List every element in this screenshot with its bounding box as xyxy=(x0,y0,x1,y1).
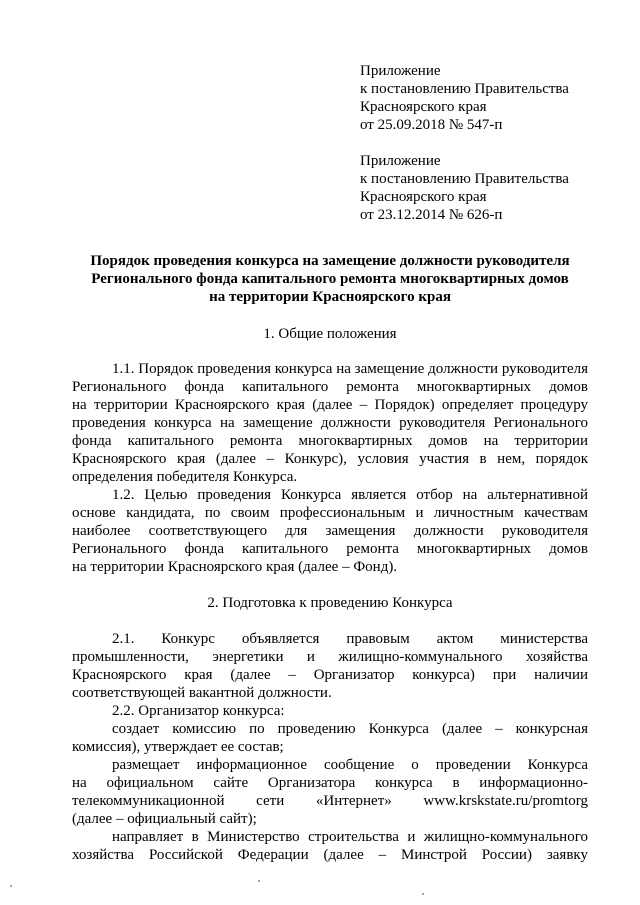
text-line: Регионального фонда капитального ремонта многоквартирных домов xyxy=(72,379,588,395)
text-line: основе кандидата, по своим профессиональным и личностным качествам xyxy=(72,505,588,521)
text-line: соответствующей вакантной должности. xyxy=(72,685,332,701)
text-line: размещает информационное сообщение о проведении Конкурса xyxy=(112,757,588,773)
appendix-title: Приложение xyxy=(360,63,441,79)
text-line: хозяйства Российской Федерации (далее – Минстрой России) заявку xyxy=(72,847,588,863)
text-line: комиссия), утверждает ее состав; xyxy=(72,739,284,755)
text-line: направляет в Министерство строительства и жилищно-коммунального xyxy=(112,829,588,845)
text-line: на территории Красноярского края (далее – Порядок) определяет процедуру xyxy=(72,397,588,413)
text-line: на территории Красноярского края (далее – Фонд). xyxy=(72,559,398,575)
text-line: на официальном сайте Организатора конкурса в информационно- xyxy=(72,775,588,791)
title-line: на территории Красноярского края xyxy=(209,289,451,305)
text-line: (далее – официальный сайт); xyxy=(72,811,257,827)
text-line: промышленности, энергетики и жилищно-коммунального хозяйства xyxy=(72,649,588,665)
title-line: Регионального фонда капитального ремонта многоквартирных домов xyxy=(91,271,569,287)
scan-speck xyxy=(422,893,424,895)
text-line: 2.1. Конкурс объявляется правовым актом министерства xyxy=(112,631,588,647)
appendix-title: Приложение xyxy=(360,153,441,169)
scan-speck xyxy=(10,885,12,887)
text-line: проведения конкурса на замещение должности руководителя Регионального xyxy=(72,415,588,431)
appendix-date: от 23.12.2014 № 626-п xyxy=(360,207,503,223)
text-line: телекоммуникационной сети «Интернет» www.krskstate.ru/promtorg xyxy=(72,793,588,809)
text-line: создает комиссию по проведению Конкурса (далее – конкурсная xyxy=(112,721,588,737)
appendix-line: к постановлению Правительства xyxy=(360,81,569,97)
appendix-line: к постановлению Правительства xyxy=(360,171,569,187)
text-line: 1.1. Порядок проведения конкурса на замещение должности руководителя xyxy=(112,361,588,377)
section-1-heading: 1. Общие положения xyxy=(263,326,397,342)
text-line: Регионального фонда капитального ремонта многоквартирных домов xyxy=(72,541,588,557)
paragraph-2-2-intro: 2.2. Организатор конкурса: xyxy=(112,703,285,719)
text-line: наиболее соответствующего для замещения должности руководителя xyxy=(72,523,588,539)
scan-speck xyxy=(258,880,260,882)
title-line: Порядок проведения конкурса на замещение должности руководителя xyxy=(90,253,570,269)
text-line: 1.2. Целью проведения Конкурса является отбор на альтернативной xyxy=(112,487,588,503)
text-line: Красноярского края (далее – Конкурс), условия участия в нем, порядок xyxy=(72,451,588,467)
text-line: Красноярского края (далее – Организатор конкурса) при наличии xyxy=(72,667,588,683)
appendix-date: от 25.09.2018 № 547-п xyxy=(360,117,503,133)
appendix-line: Красноярского края xyxy=(360,99,487,115)
text-line: определения победителя Конкурса. xyxy=(72,469,298,485)
section-2-heading: 2. Подготовка к проведению Конкурса xyxy=(207,595,453,611)
appendix-line: Красноярского края xyxy=(360,189,487,205)
text-line: фонда капитального ремонта многоквартирных домов на территории xyxy=(72,433,588,449)
